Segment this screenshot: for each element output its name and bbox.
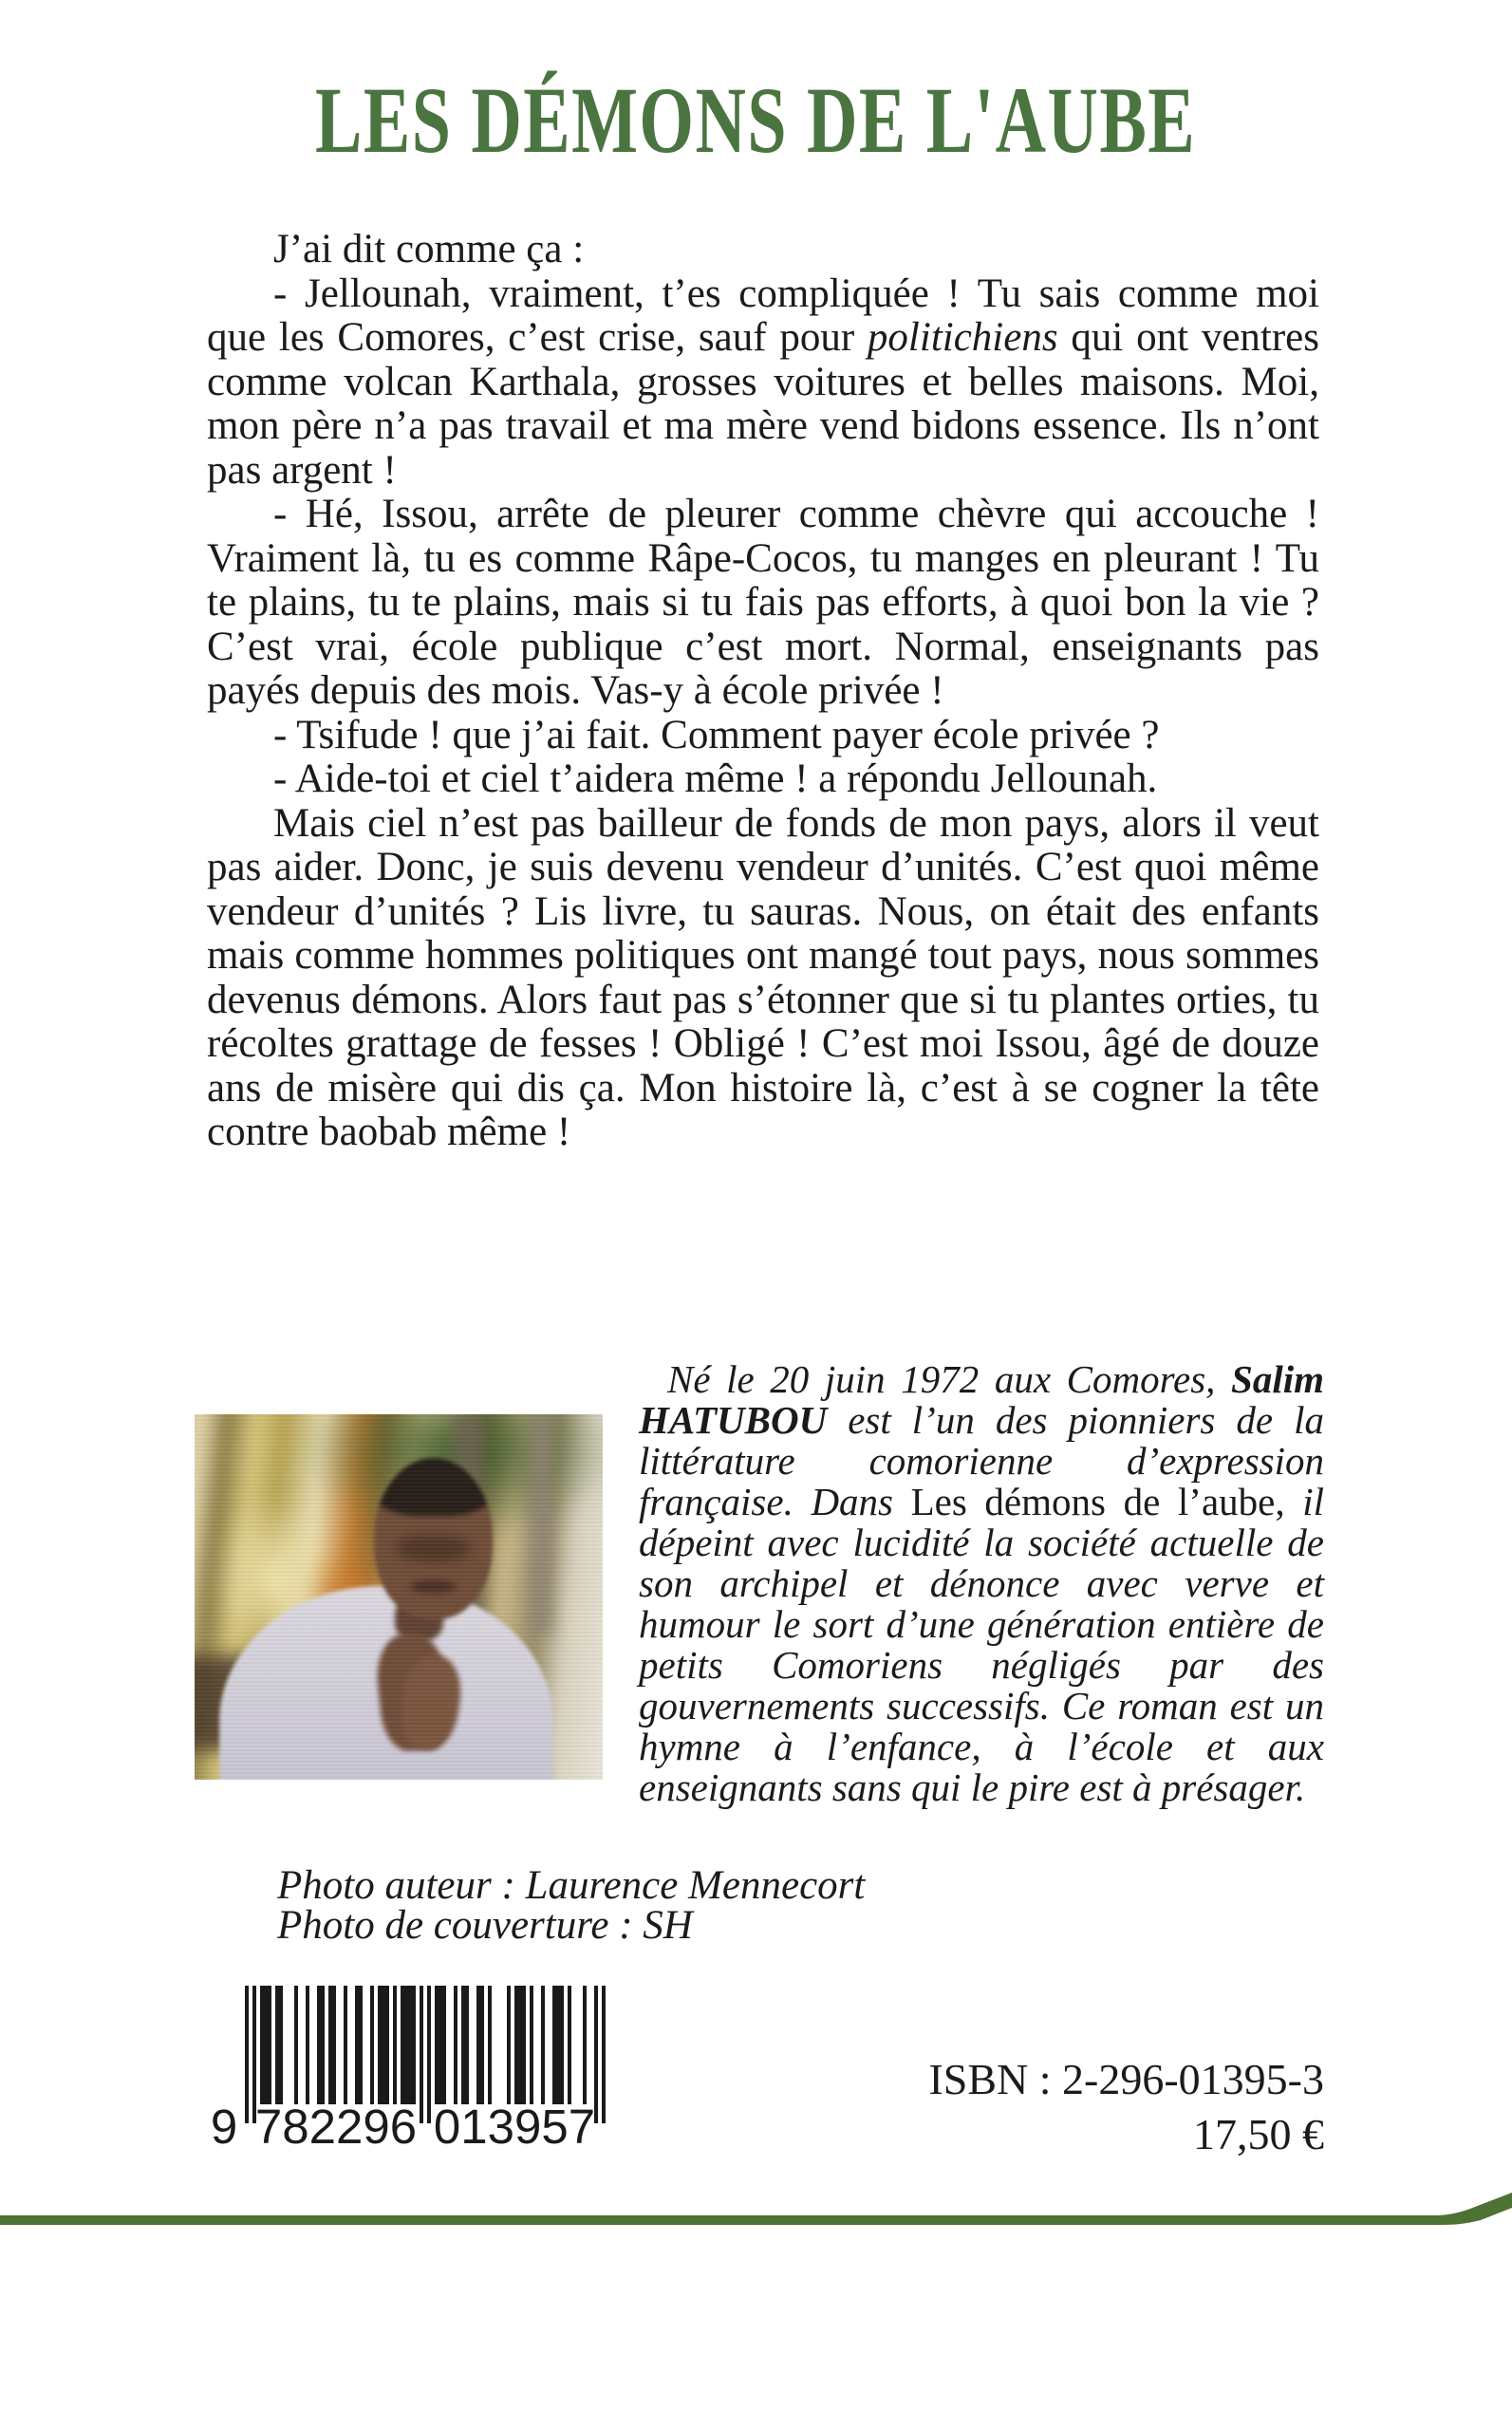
- excerpt-paragraph-2: - Hé, Issou, arrête de pleurer comme chèvre qui accouche ! Vraiment là, tu es comme Râpe-Cocos, tu manges en pleurant ! Tu te plains, tu te plains, mais si tu fais pas efforts, à quoi bon la vie ? C’est vrai, école publique c’est mort. Normal, enseignants pas payés depuis des mois. Vas-y à école privée !: [207, 492, 1319, 713]
- isbn-number: ISBN : 2-296-01395-3: [928, 2055, 1324, 2103]
- italic-word-politichiens: politichiens: [867, 315, 1058, 360]
- author-bio-section: [195, 1357, 1324, 1809]
- price: 17,50 €: [1193, 2110, 1324, 2158]
- photo-grain-overlay: [195, 1414, 603, 1780]
- photo-credit-author: Photo auteur : Laurence Mennecort: [277, 1863, 866, 1908]
- book-title-wrap: [0, 68, 1512, 173]
- author-photo: [195, 1414, 603, 1780]
- excerpt-intro-line: J’ai dit comme ça :: [273, 227, 585, 271]
- barcode-left-digits: 782296: [254, 2100, 418, 2154]
- photo-credit-cover: Photo de couverture : SH: [277, 1903, 693, 1948]
- isbn-price-block: [928, 2052, 1324, 2162]
- barcode: [199, 1984, 626, 2159]
- excerpt-text: [207, 228, 1319, 1155]
- book-title-inline: Les démons de l’aube,: [910, 1480, 1285, 1523]
- excerpt-paragraph-1: [207, 272, 1319, 494]
- excerpt-paragraph-5: Mais ciel n’est pas bailleur de fonds de mon pays, alors il veut pas aider. Donc, je suis devenu vendeur d’unités. C’est quoi même vendeur d’unités ? Lis livre, tu sauras. Nous, on était des enfants mais comme hommes politiques ont mangé tout pays, nous sommes devenus démons. Alors faut pas s’étonner que si tu plantes orties, tu récoltes grattage de fesses ! Obligé ! C’est moi Issou, âgé de douze ans de misère qui dis ça. Mon histoire là, c’est à se cogner la tête contre baobab même !: [207, 800, 1319, 1154]
- barcode-lead-digit: 9: [210, 2100, 238, 2154]
- bio-text: est l’un des pionniers de la littérature comorienne d’expression française. Dans: [639, 1398, 1324, 1523]
- bottom-green-swoosh: [0, 2174, 1512, 2250]
- barcode-right-digits: 013957: [433, 2100, 596, 2154]
- author-name: Salim HATUBOU: [639, 1357, 1324, 1442]
- paragraph-text: qui ont ventres comme volcan Karthala, grosses voitures et belles maisons. Moi, mon père n’a pas travail et ma mère vend bidons essence. Ils n’ont pas argent !: [207, 315, 1319, 493]
- book-title: LES DÉMONS DE L'AUBE: [315, 67, 1197, 173]
- excerpt-paragraph-3: - Tsifude ! que j’ai fait. Comment payer école privée ?: [273, 712, 1160, 757]
- excerpt-paragraph-4: - Aide-toi et ciel t’aidera même ! a répondu Jellounah.: [273, 756, 1158, 801]
- bio-text: Né le 20 juin 1972 aux Comores,: [667, 1357, 1232, 1401]
- photo-credits: [277, 1863, 866, 1948]
- paragraph-text: - Jellounah, vraiment, t’es compliquée ! Tu sais comme moi que les Comores, c’est crise, sauf pour: [207, 271, 1319, 360]
- bio-text: il dépeint avec lucidité la société actuelle de son archipel et dénonce avec verve et humour le sort d’une génération entière de petits Comoriens négligés par des gouvernements successifs. Ce roman est un hymne à l’enfance, à l’école et aux enseignants sans qui le pire est à présager.: [639, 1480, 1324, 1809]
- author-bio-text: [639, 1359, 1324, 1808]
